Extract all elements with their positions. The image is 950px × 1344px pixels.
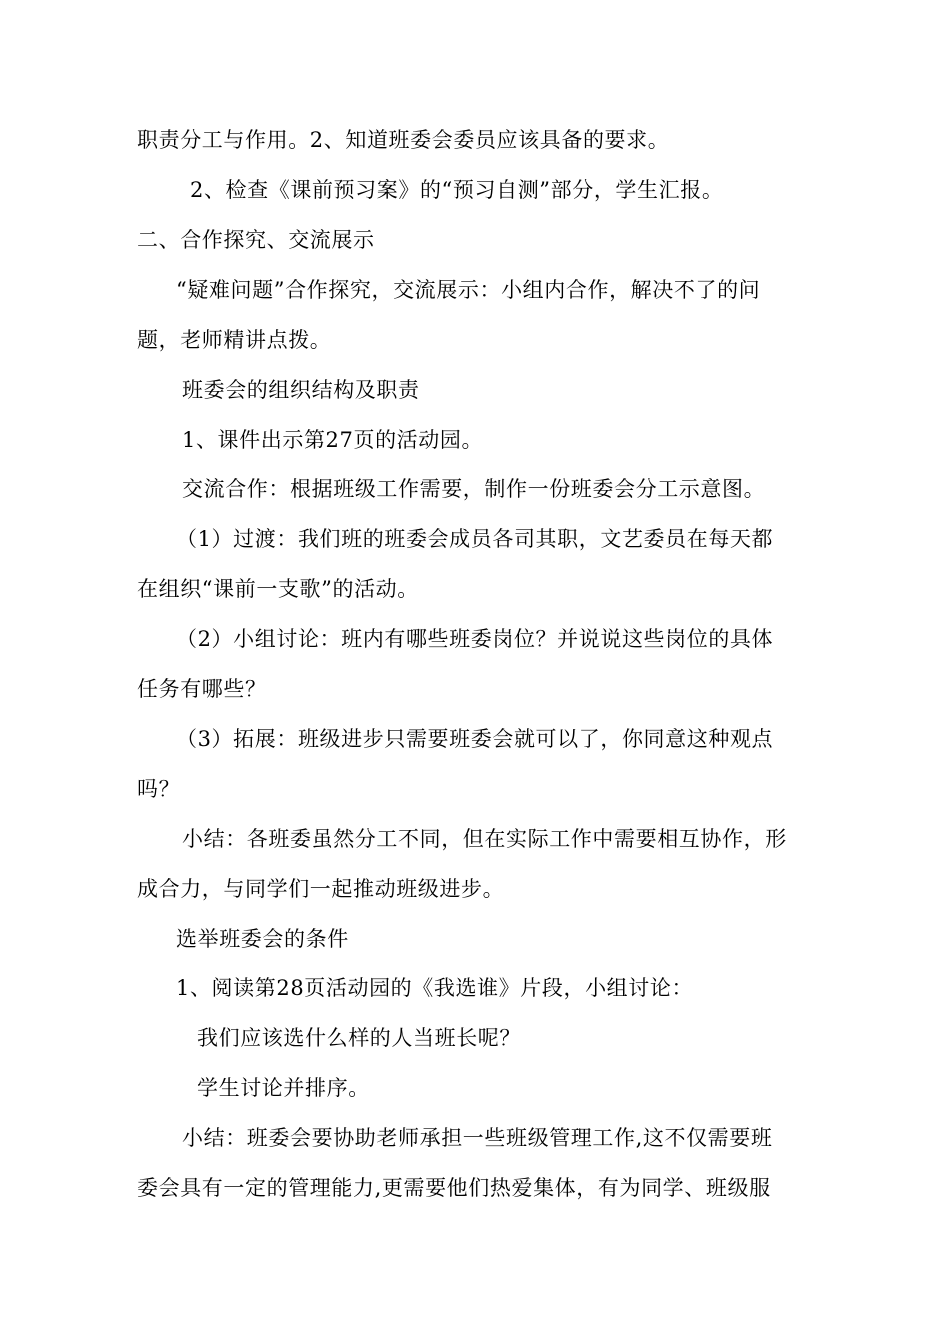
text-line: 2、检查《课前预习案》的“预习自测”部分，学生汇报。: [190, 178, 724, 202]
text-line: （2）小组讨论：班内有哪些班委岗位？并说说这些岗位的具体: [176, 627, 774, 651]
section-heading: 二、合作探究、交流展示: [137, 228, 375, 252]
text-line: “疑难问题”合作探究，交流展示：小组内合作，解决不了的问: [176, 278, 761, 302]
text-line: 我们应该选什么样的人当班长呢？: [197, 1026, 521, 1050]
text-line: 小结：各班委虽然分工不同，但在实际工作中需要相互协作，形: [182, 827, 787, 851]
subsection-heading: 班委会的组织结构及职责: [182, 378, 420, 402]
text-line: （3）拓展：班级进步只需要班委会就可以了，你同意这种观点: [176, 727, 774, 751]
text-line: 成合力，与同学们一起推动班级进步。: [137, 877, 505, 901]
text-line: 委会具有一定的管理能力,更需要他们热爱集体，有为同学、班级服: [137, 1176, 771, 1200]
text-line: 吗？: [137, 777, 181, 801]
text-line: 小结：班委会要协助老师承担一些班级管理工作,这不仅需要班: [182, 1126, 773, 1150]
text-line: 学生讨论并排序。: [197, 1076, 370, 1100]
text-line: 在组织“课前一支歌”的活动。: [137, 577, 419, 601]
text-line: 职责分工与作用。2、知道班委会委员应该具备的要求。: [137, 128, 670, 152]
text-line: 题，老师精讲点拨。: [137, 328, 332, 352]
text-line: 1、课件出示第27页的活动园。: [182, 428, 484, 452]
subsection-heading: 选举班委会的条件: [176, 927, 349, 951]
text-line: 交流合作：根据班级工作需要，制作一份班委会分工示意图。: [182, 477, 766, 501]
text-line: （1）过渡：我们班的班委会成员各司其职，文艺委员在每天都: [176, 527, 774, 551]
text-line: 任务有哪些？: [137, 677, 267, 701]
text-line: 1、阅读第28页活动园的《我选谁》片段，小组讨论：: [176, 976, 694, 1000]
